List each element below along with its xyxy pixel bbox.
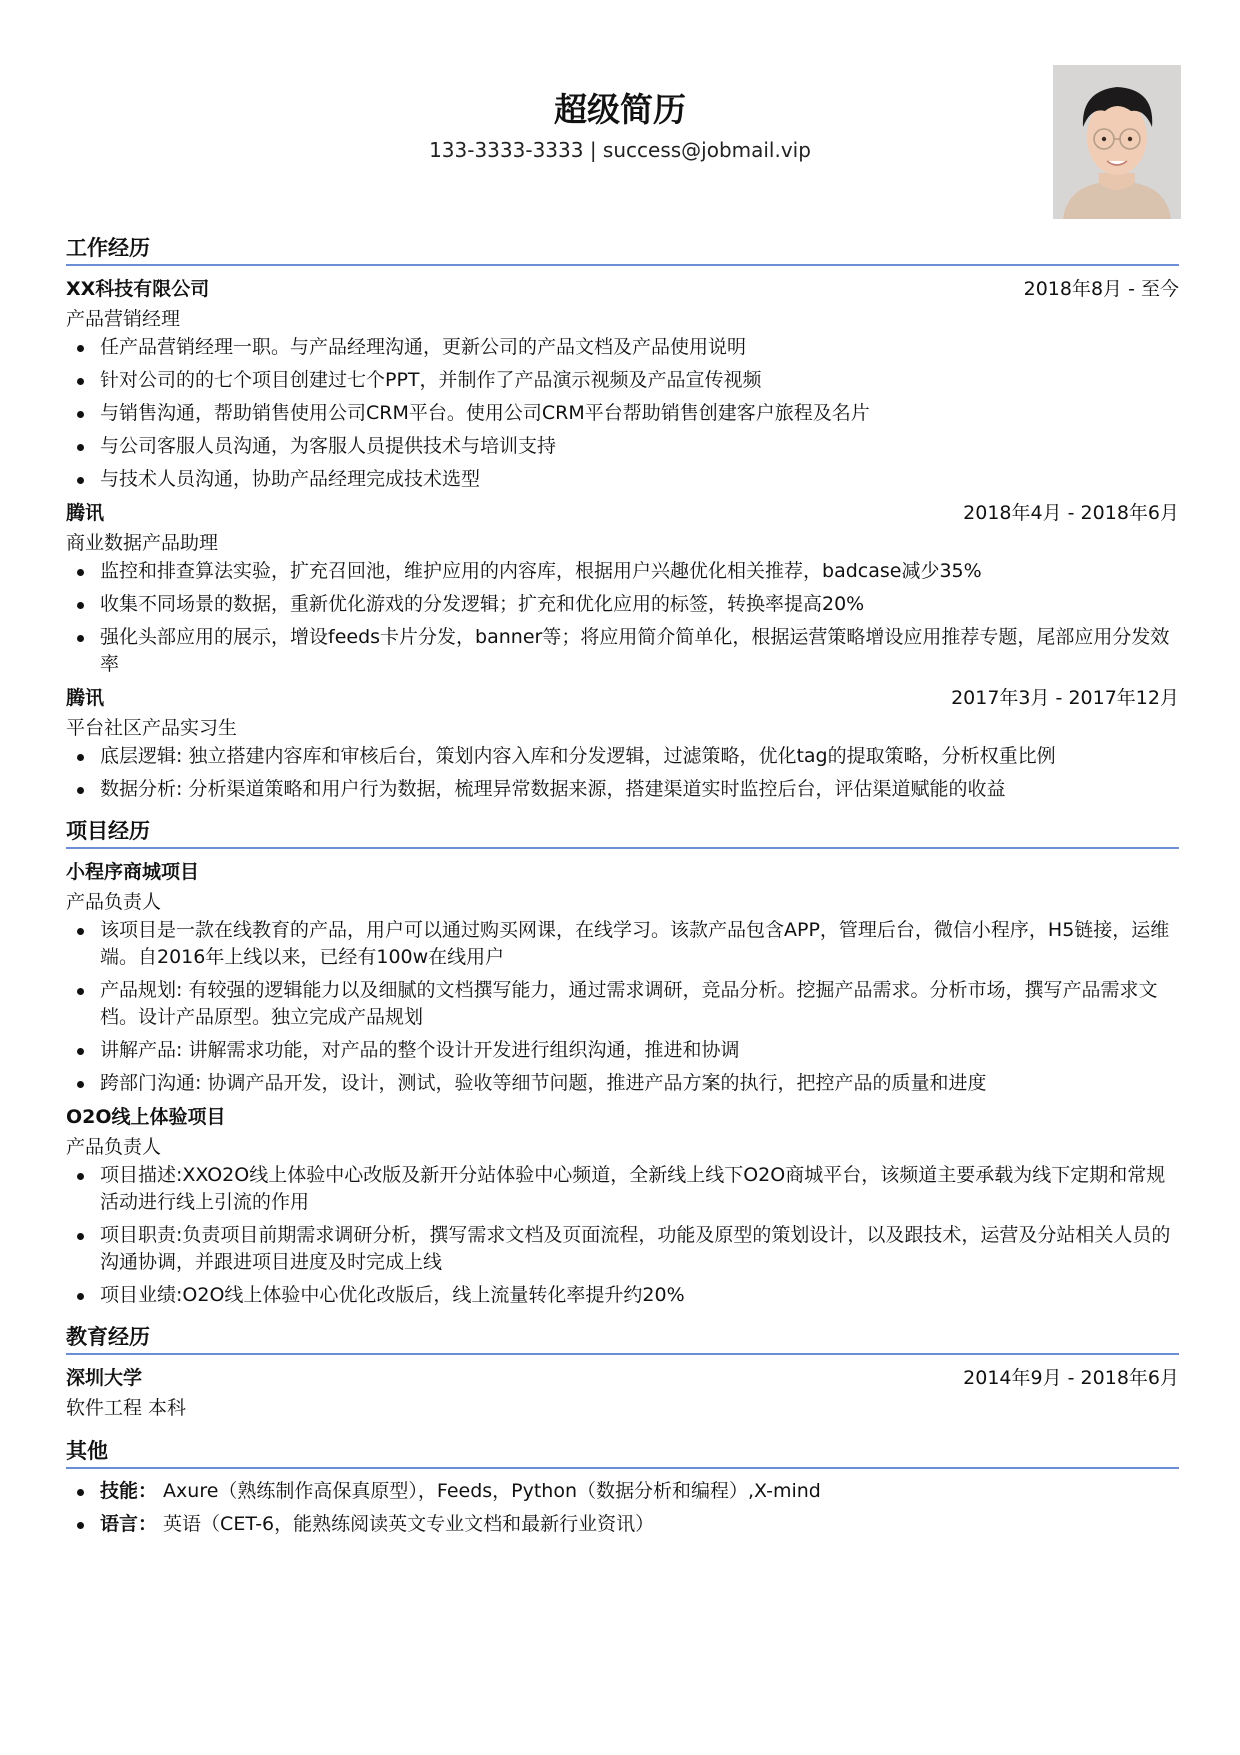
project-role: 产品负责人	[66, 1136, 162, 1158]
project-entry	[66, 1103, 1179, 1309]
bullet-text: 任产品营销经理一职。与产品经理沟通，更新公司的产品文档及产品使用说明	[100, 336, 747, 358]
list-item	[66, 466, 1179, 493]
project-role: 产品负责人	[66, 891, 162, 913]
bullet-text: 针对公司的的七个项目创建过七个PPT，并制作了产品演示视频及产品宣传视频	[100, 369, 762, 391]
entry-header	[66, 1364, 1179, 1393]
date-range: 2018年8月 - 至今	[1023, 278, 1179, 300]
bullet-text: 收集不同场景的数据，重新优化游戏的分发逻辑；扩充和优化应用的标签，转换率提高20%	[100, 593, 865, 615]
date-range: 2018年4月 - 2018年6月	[963, 502, 1179, 524]
list-item	[66, 433, 1179, 460]
language-label: 语言：	[100, 1513, 158, 1535]
bullet-text: 与技术人员沟通，协助产品经理完成技术选型	[100, 468, 481, 490]
section-education	[66, 1322, 1179, 1423]
portrait-image	[1053, 65, 1181, 219]
company-name: 腾讯	[66, 687, 105, 709]
date-range: 2017年3月 - 2017年12月	[951, 687, 1179, 709]
entry-header	[66, 275, 1179, 304]
date-range: 2014年9月 - 2018年6月	[963, 1367, 1179, 1389]
list-item	[66, 776, 1179, 803]
bullet-text: 产品规划: 有较强的逻辑能力以及细腻的文档撰写能力，通过需求调研，竞品分析。挖掘产品需求。分析市场，撰写产品需求文档。设计产品原型。独立完成产品规划	[100, 979, 1158, 1028]
section-title-work: 工作经历	[66, 233, 1179, 266]
list-item	[66, 1222, 1179, 1276]
bullet-icon	[77, 1081, 84, 1088]
job-title: 平台社区产品实习生	[66, 717, 238, 739]
degree: 软件工程 本科	[66, 1397, 187, 1419]
project-name: O2O线上体验项目	[66, 1106, 226, 1128]
bullet-icon	[77, 345, 84, 352]
project-entry	[66, 858, 1179, 1097]
company-name: XX科技有限公司	[66, 278, 210, 300]
education-entry	[66, 1364, 1179, 1423]
bullet-icon	[77, 1489, 84, 1496]
list-item	[66, 1070, 1179, 1097]
job-title: 商业数据产品助理	[66, 532, 219, 554]
bullet-text: 底层逻辑: 独立搭建内容库和审核后台，策划内容入库和分发逻辑，过滤策略，优化tag的提取策略，分析权重比例	[100, 745, 1056, 767]
bullet-icon	[77, 787, 84, 794]
bullet-icon	[77, 378, 84, 385]
list-item	[66, 558, 1179, 585]
school-name: 深圳大学	[66, 1367, 143, 1389]
bullet-icon	[77, 928, 84, 935]
bullet-text: 项目职责:负责项目前期需求调研分析，撰写需求文档及页面流程，功能及原型的策划设计，以及跟技术，运营及分站相关人员的沟通协调，并跟进项目进度及时完成上线	[100, 1224, 1171, 1273]
skills-label: 技能：	[100, 1480, 158, 1502]
bullet-icon	[77, 988, 84, 995]
resume-content	[66, 233, 1179, 1544]
bullet-list	[66, 1162, 1179, 1309]
bullet-icon	[77, 1233, 84, 1240]
work-entry	[66, 275, 1179, 493]
bullet-icon	[77, 477, 84, 484]
entry-header	[66, 858, 1179, 887]
list-item	[66, 917, 1179, 971]
bullet-list	[66, 558, 1179, 678]
bullet-icon	[77, 602, 84, 609]
bullet-text: 项目描述:XXO2O线上体验中心改版及新开分站体验中心频道，全新线上线下O2O商城平台，该频道主要承载为线下定期和常规活动进行线上引流的作用	[100, 1164, 1166, 1213]
bullet-icon	[77, 444, 84, 451]
bullet-text: 该项目是一款在线教育的产品，用户可以通过购买网课，在线学习。该款产品包含APP，管理后台，微信小程序，H5链接，运维端。自2016年上线以来，已经有100w在线用户	[100, 919, 1170, 968]
bullet-text: 与销售沟通，帮助销售使用公司CRM平台。使用公司CRM平台帮助销售创建客户旅程及名片	[100, 402, 870, 424]
skills-item	[66, 1478, 1179, 1505]
section-projects	[66, 816, 1179, 1309]
bullet-icon	[77, 569, 84, 576]
entry-header	[66, 499, 1179, 528]
resume-header	[0, 0, 1240, 230]
job-title: 产品营销经理	[66, 308, 181, 330]
section-title-education: 教育经历	[66, 1322, 1179, 1355]
bullet-list	[66, 743, 1179, 803]
list-item	[66, 624, 1179, 678]
company-name: 腾讯	[66, 502, 105, 524]
bullet-icon	[77, 1048, 84, 1055]
bullet-text: 监控和排查算法实验，扩充召回池，维护应用的内容库，根据用户兴趣优化相关推荐，badcase减少35%	[100, 560, 982, 582]
language-item	[66, 1511, 1179, 1538]
list-item	[66, 1162, 1179, 1216]
bullet-icon	[77, 411, 84, 418]
list-item	[66, 743, 1179, 770]
list-item	[66, 334, 1179, 361]
bullet-list	[66, 917, 1179, 1097]
list-item	[66, 400, 1179, 427]
project-name: 小程序商城项目	[66, 861, 200, 883]
skills-value: Axure（熟练制作高保真原型），Feeds，Python（数据分析和编程）,X-mind	[157, 1480, 821, 1502]
contact-info: 133-3333-3333 | success@jobmail.vip	[429, 138, 811, 162]
entry-header	[66, 1103, 1179, 1132]
list-item	[66, 1037, 1179, 1064]
bullet-text: 讲解产品: 讲解需求功能，对产品的整个设计开发进行组织沟通，推进和协调	[100, 1039, 740, 1061]
section-other	[66, 1436, 1179, 1538]
list-item	[66, 1282, 1179, 1309]
bullet-text: 数据分析: 分析渠道策略和用户行为数据，梳理异常数据来源，搭建渠道实时监控后台，评估渠道赋能的收益	[100, 778, 1006, 800]
bullet-text: 强化头部应用的展示，增设feeds卡片分发，banner等；将应用简介简单化，根据运营策略增设应用推荐专题，尾部应用分发效率	[100, 626, 1170, 675]
list-item	[66, 977, 1179, 1031]
work-entry	[66, 684, 1179, 803]
bullet-icon	[77, 635, 84, 642]
list-item	[66, 591, 1179, 618]
profile-photo	[1053, 65, 1181, 219]
bullet-list	[66, 1478, 1179, 1538]
bullet-text: 项目业绩:O2O线上体验中心优化改版后，线上流量转化率提升约20%	[100, 1284, 685, 1306]
bullet-icon	[77, 1522, 84, 1529]
work-entry	[66, 499, 1179, 678]
bullet-list	[66, 334, 1179, 493]
candidate-name: 超级简历	[554, 90, 686, 129]
bullet-icon	[77, 1173, 84, 1180]
bullet-icon	[77, 754, 84, 761]
section-work	[66, 233, 1179, 803]
list-item	[66, 367, 1179, 394]
section-title-projects: 项目经历	[66, 816, 1179, 849]
entry-header	[66, 684, 1179, 713]
language-value: 英语（CET-6，能熟练阅读英文专业文档和最新行业资讯）	[157, 1513, 655, 1535]
bullet-icon	[77, 1293, 84, 1300]
bullet-text: 跨部门沟通: 协调产品开发，设计，测试，验收等细节问题，推进产品方案的执行，把控产品的质量和进度	[100, 1072, 987, 1094]
bullet-text: 与公司客服人员沟通，为客服人员提供技术与培训支持	[100, 435, 557, 457]
section-title-other: 其他	[66, 1436, 1179, 1469]
